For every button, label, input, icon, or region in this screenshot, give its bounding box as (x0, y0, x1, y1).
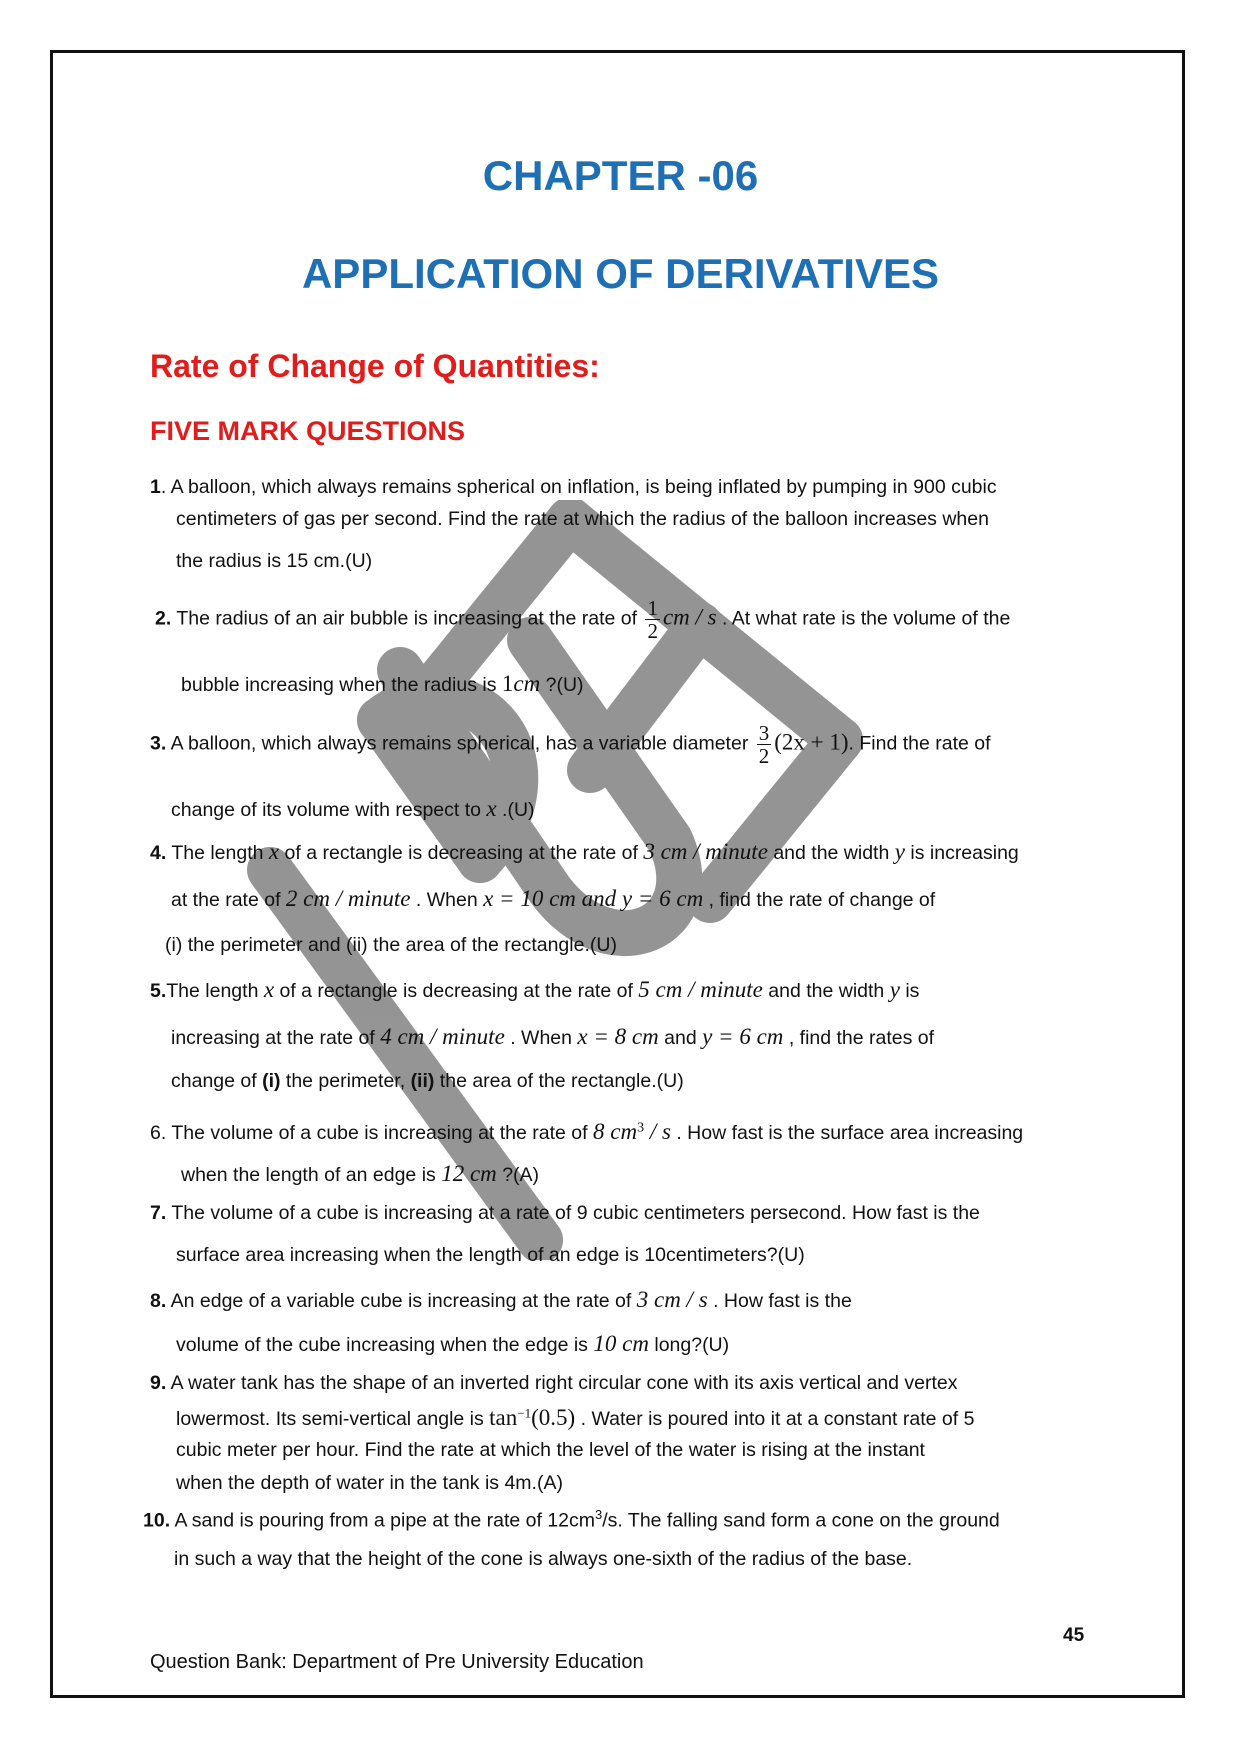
question-7-number: 7. (150, 1202, 167, 1224)
question-2-line-2: bubble increasing when the radius is 1cm ?(U) (181, 671, 584, 696)
question-8-line-2: volume of the cube increasing when the edge is 10 cm long?(U) (176, 1331, 730, 1356)
question-6-number: 6. (150, 1122, 167, 1144)
question-6-line-2: when the length of an edge is 12 cm ?(A) (181, 1161, 540, 1186)
question-4-number: 4. (150, 842, 167, 864)
question-1-line-2: centimeters of gas per second. Find the rate at which the radius of the balloon increases when (176, 508, 989, 530)
question-8-line-1: 8. An edge of a variable cube is increasing at the rate of 3 cm / s . How fast is the (150, 1287, 852, 1312)
section-title: Rate of Change of Quantities: (150, 348, 600, 384)
question-3-line-1: 3. A balloon, which always remains spherical, has a variable diameter $\frac{3}{2}$ (2x + 1). Find the rate of (150, 721, 991, 769)
question-4-line-3: (i) the perimeter and (ii) the area of the rectangle.(U) (165, 934, 617, 956)
section-subtitle: FIVE MARK QUESTIONS (150, 416, 466, 446)
question-2-number: 2. (155, 607, 172, 630)
chapter-title: APPLICATION OF DERIVATIVES (301, 250, 940, 297)
fraction-half: $\frac{1}{2}$ (647, 596, 658, 644)
question-10-line-1: 10. A sand is pouring from a pipe at the rate of $12cm^3/s$. The falling sand form a cone on the ground (143, 1507, 1000, 1532)
question-3-number: 3. (150, 732, 167, 755)
question-1-number: 1 (150, 476, 161, 498)
question-7-line-2: surface area increasing when the length of an edge is 10centimeters?(U) (176, 1244, 805, 1266)
question-10-number: 10. (143, 1509, 171, 1532)
question-9-number: 9. (150, 1372, 167, 1394)
question-9-line-2: lowermost. Its semi-vertical angle is $\tan^{-1}(0.5)$ . Water is poured into it at a constant rate of 5 (176, 1405, 975, 1430)
question-5-number: 5. (150, 980, 167, 1002)
question-10-line-2: in such a way that the height of the cone is always one-sixth of the radius of the base. (174, 1548, 913, 1570)
question-5-line-1: 5.The length x of a rectangle is decreasing at the rate of 5 cm / minute and the width y is (150, 977, 920, 1002)
question-5-line-3: change of (i) the perimeter, (ii) the area of the rectangle.(U) (171, 1070, 684, 1092)
question-5-line-2: increasing at the rate of 4 cm / minute . When x = 8 cm and y = 6 cm , find the rates of (171, 1024, 935, 1049)
question-9-line-3: cubic meter per hour. Find the rate at which the level of the water is rising at the instant (176, 1439, 925, 1461)
question-7-line-1: 7. The volume of a cube is increasing at a rate of 9 cubic centimeters persecond. How fast is the (150, 1202, 980, 1224)
question-1-line-3: the radius is 15 cm.(U) (176, 550, 373, 572)
question-9-line-4: when the depth of water in the tank is 4m.(A) (176, 1472, 563, 1494)
question-1-line-1: 1. A balloon, which always remains spherical on inflation, is being inflated by pumping in 900 cubic (150, 476, 997, 498)
chapter-heading: CHAPTER -06 (482, 152, 759, 199)
fraction-three-halves: $\frac{3}{2}$ (758, 721, 770, 769)
page-number: 45 (1063, 1625, 1085, 1646)
question-9-line-1: 9. A water tank has the shape of an inverted right circular cone with its axis vertical and vertex (150, 1372, 958, 1394)
question-6-line-1: 6. The volume of a cube is increasing at the rate of 8 $cm^3$ / s . How fast is the surface area increasing (150, 1119, 1024, 1144)
question-4-line-1: 4. The length x of a rectangle is decreasing at the rate of 3 cm / minute and the width y is increasing (150, 839, 1019, 864)
question-8-number: 8. (150, 1290, 167, 1312)
footer-text: Question Bank: Department of Pre University Education (150, 1651, 644, 1673)
question-2-line-1: 2. The radius of an air bubble is increasing at the rate of $\frac{1}{2}$ cm / s . At what rate is the volume of the (155, 596, 1011, 644)
question-3-line-2: change of its volume with respect to x .(U) (171, 796, 535, 821)
question-4-line-2: at the rate of 2 cm / minute . When x = 10 cm and y = 6 cm , find the rate of change of (171, 886, 936, 911)
